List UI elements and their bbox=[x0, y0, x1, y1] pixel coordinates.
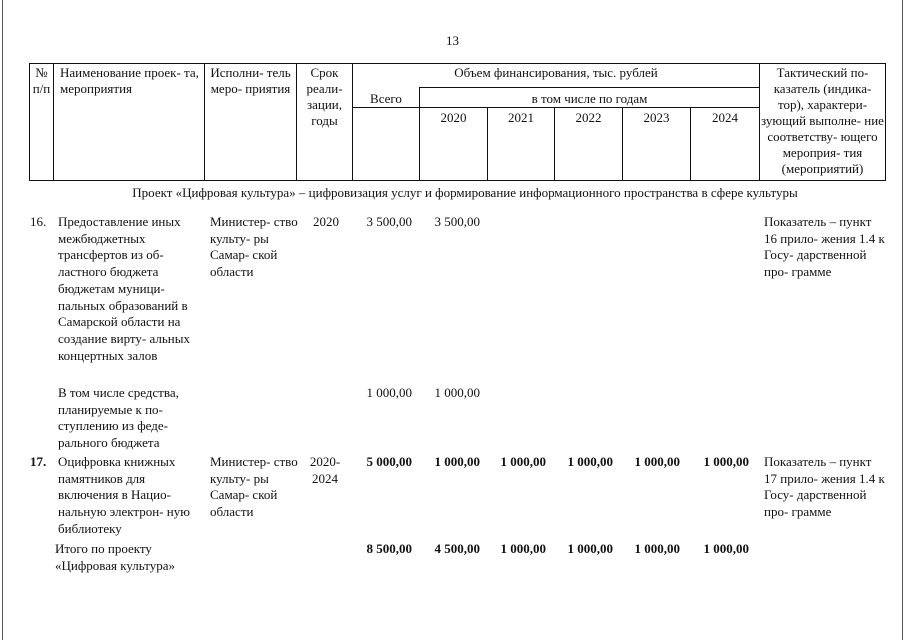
page-right-edge bbox=[902, 0, 903, 640]
total-name: Итого по проекту «Цифровая культура» bbox=[55, 541, 175, 573]
row-executor: Министер- ство культу- ры Самар- ской области bbox=[210, 454, 298, 520]
row-2020: 1 000,00 bbox=[434, 454, 480, 469]
header-year-2022: 2022 bbox=[575, 110, 602, 125]
page-number: 13 bbox=[446, 33, 459, 48]
row-total: 3 500,00 bbox=[366, 214, 412, 229]
header-year-2020: 2020 bbox=[440, 110, 467, 125]
header-num: № п/п bbox=[32, 65, 51, 96]
page-left-edge bbox=[2, 0, 3, 640]
row-2021: 1 000,00 bbox=[500, 454, 546, 469]
total-2024: 1 000,00 bbox=[703, 541, 749, 556]
row-indicator: Показатель – пункт 16 прило- жения 1.4 к Госу- дарственной про- грамме bbox=[764, 214, 885, 280]
row-indicator: Показатель – пункт 17 прило- жения 1.4 к Госу- дарственной про- грамме bbox=[764, 454, 885, 520]
section-title: Проект «Цифровая культура» – цифровизация услуг и формирование информационного пространства в сфере культуры bbox=[132, 185, 798, 200]
row-total: 5 000,00 bbox=[366, 454, 412, 469]
row-num: 16. bbox=[30, 214, 47, 229]
header-year-2021: 2021 bbox=[508, 110, 534, 125]
header-year-2023: 2023 bbox=[643, 110, 670, 125]
row-2023: 1 000,00 bbox=[634, 454, 680, 469]
row-executor: Министер- ство культу- ры Самар- ской области bbox=[210, 214, 298, 280]
row-name: Предоставление иных межбюджетных трансфертов из об- ластного бюджета бюджетам муници- пальных образований в Самарской области на создание вирту- альных концертных залов bbox=[58, 214, 190, 363]
header-by-years: в том числе по годам bbox=[531, 91, 648, 106]
header-funding: Объем финансирования, тыс. рублей bbox=[454, 65, 658, 80]
row-name: В том числе средства, планируемые к по- ступлению из феде- рального бюджета bbox=[58, 385, 179, 451]
row-2024: 1 000,00 bbox=[703, 454, 749, 469]
row-2022: 1 000,00 bbox=[567, 454, 613, 469]
total-sum: 8 500,00 bbox=[366, 541, 412, 556]
header-year-2024: 2024 bbox=[712, 110, 738, 125]
total-2023: 1 000,00 bbox=[634, 541, 680, 556]
header-term: Срок реали- зации, годы bbox=[306, 65, 343, 128]
row-term: 2020 bbox=[313, 214, 339, 229]
total-2021: 1 000,00 bbox=[500, 541, 546, 556]
row-term: 2020- 2024 bbox=[309, 454, 341, 486]
total-2020: 4 500,00 bbox=[434, 541, 480, 556]
header-executor: Исполни- тель меро- приятия bbox=[210, 65, 291, 96]
row-2020: 1 000,00 bbox=[434, 385, 480, 400]
header-total: Всего bbox=[370, 91, 402, 106]
row-name: Оцифровка книжных памятников для включения в Нацио- нальную электрон- ную библиотеку bbox=[58, 454, 190, 536]
row-num: 17. bbox=[30, 454, 47, 469]
row-total: 1 000,00 bbox=[366, 385, 412, 400]
total-2022: 1 000,00 bbox=[567, 541, 613, 556]
header-name: Наименование проек- та, мероприятия bbox=[60, 65, 199, 96]
row-2020: 3 500,00 bbox=[434, 214, 480, 229]
header-indicator: Тактический по- казатель (индика- тор), характери- зующий выполне- ние соответству- ющего мероприя- тия (мероприятий) bbox=[761, 65, 884, 176]
